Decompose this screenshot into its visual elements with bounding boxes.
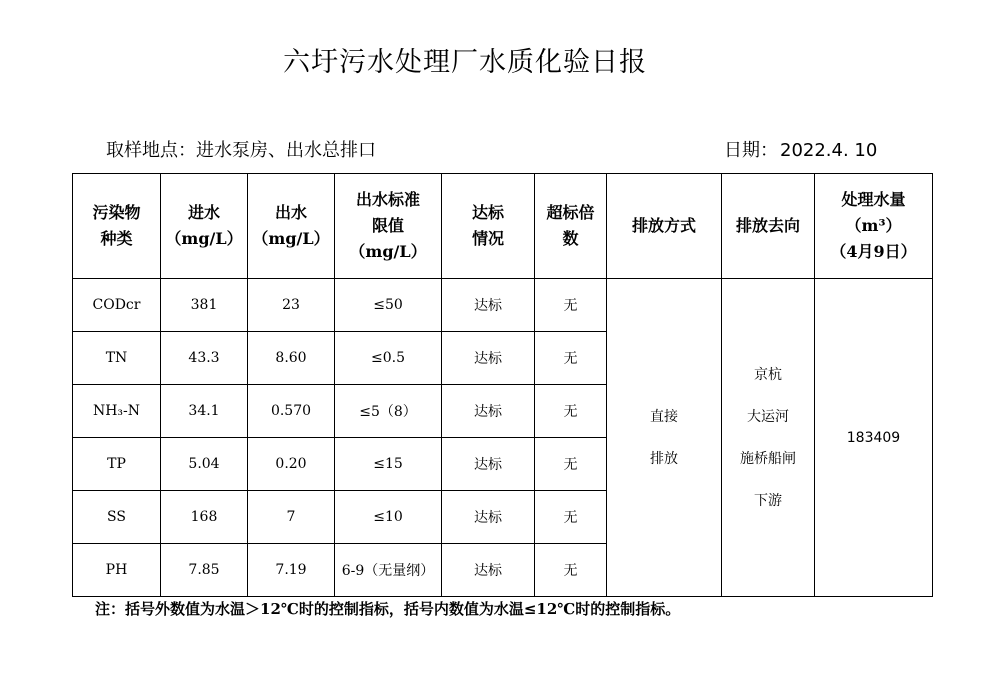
effluent-cell: 7 [248, 491, 335, 544]
header-pollutant [73, 174, 161, 279]
header-influent [161, 174, 248, 279]
header-flow-line3: （4月9日） [830, 242, 917, 261]
destination-line3: 施桥船闸 [740, 450, 796, 467]
influent-cell: 168 [161, 491, 248, 544]
pollutant-cell: CODcr [73, 279, 161, 332]
header-influent-line1: 进水 [187, 203, 220, 222]
header-effluent-line1: 出水 [274, 203, 307, 222]
discharge-method-line2: 排放 [650, 450, 678, 467]
limit-cell: ≤15 [335, 438, 442, 491]
header-effluent-line2: （mg/L） [252, 229, 330, 248]
discharge-destination-cell [722, 279, 815, 597]
pollutant-cell: TP [73, 438, 161, 491]
limit-cell: ≤0.5 [335, 332, 442, 385]
header-exceed [535, 174, 607, 279]
exceed-cell: 无 [535, 385, 607, 438]
sample-site: 取样地点：进水泵房、出水总排口 [106, 140, 376, 161]
treated-volume-cell: 183409 [815, 279, 933, 597]
effluent-cell: 23 [248, 279, 335, 332]
footnote: 注：括号外数值为水温＞12℃时的控制指标，括号内数值为水温≤12℃时的控制指标。 [95, 600, 681, 618]
table-row [73, 279, 933, 332]
header-status [442, 174, 535, 279]
exceed-cell: 无 [535, 332, 607, 385]
header-limit-line3: （mg/L） [349, 242, 427, 261]
effluent-cell: 8.60 [248, 332, 335, 385]
date-value: 2022.4. 10 [780, 140, 878, 161]
discharge-method-cell [607, 279, 722, 597]
report-title: 六圩污水处理厂水质化验日报 [283, 47, 647, 78]
pollutant-cell: SS [73, 491, 161, 544]
status-cell: 达标 [442, 385, 535, 438]
header-row [73, 174, 933, 279]
exceed-cell: 无 [535, 438, 607, 491]
effluent-cell: 7.19 [248, 544, 335, 597]
exceed-cell: 无 [535, 491, 607, 544]
header-effluent [248, 174, 335, 279]
header-method: 排放方式 [607, 174, 722, 279]
status-cell: 达标 [442, 491, 535, 544]
influent-cell: 5.04 [161, 438, 248, 491]
limit-cell: ≤50 [335, 279, 442, 332]
header-flow [815, 174, 933, 279]
status-cell: 达标 [442, 279, 535, 332]
effluent-cell: 0.570 [248, 385, 335, 438]
limit-cell: ≤5（8） [335, 385, 442, 438]
limit-cell: ≤10 [335, 491, 442, 544]
destination-line2: 大运河 [747, 408, 789, 425]
discharge-method-line1: 直接 [650, 408, 678, 425]
header-exceed-line2: 数 [562, 229, 579, 248]
date-label: 日期： [724, 140, 778, 161]
header-flow-line2: （m³） [845, 216, 902, 235]
header-status-line2: 情况 [471, 229, 504, 248]
exceed-cell: 无 [535, 544, 607, 597]
header-destination: 排放去向 [722, 174, 815, 279]
header-exceed-line1: 超标倍 [546, 203, 595, 222]
influent-cell: 381 [161, 279, 248, 332]
exceed-cell: 无 [535, 279, 607, 332]
influent-cell: 34.1 [161, 385, 248, 438]
header-flow-line1: 处理水量 [841, 190, 906, 209]
influent-cell: 43.3 [161, 332, 248, 385]
water-quality-table [72, 173, 933, 597]
header-pollutant-line2: 种类 [100, 229, 133, 248]
header-influent-line2: （mg/L） [165, 229, 243, 248]
header-status-line1: 达标 [471, 203, 504, 222]
status-cell: 达标 [442, 332, 535, 385]
effluent-cell: 0.20 [248, 438, 335, 491]
limit-cell: 6-9（无量纲） [335, 544, 442, 597]
header-pollutant-line1: 污染物 [92, 203, 141, 222]
influent-cell: 7.85 [161, 544, 248, 597]
pollutant-cell: PH [73, 544, 161, 597]
destination-line1: 京杭 [754, 366, 782, 383]
pollutant-cell: TN [73, 332, 161, 385]
destination-line4: 下游 [754, 492, 782, 509]
report-date [724, 136, 877, 162]
header-limit [335, 174, 442, 279]
pollutant-cell: NH₃-N [73, 385, 161, 438]
status-cell: 达标 [442, 438, 535, 491]
header-limit-line1: 出水标准 [355, 190, 420, 209]
status-cell: 达标 [442, 544, 535, 597]
header-limit-line2: 限值 [371, 216, 404, 235]
